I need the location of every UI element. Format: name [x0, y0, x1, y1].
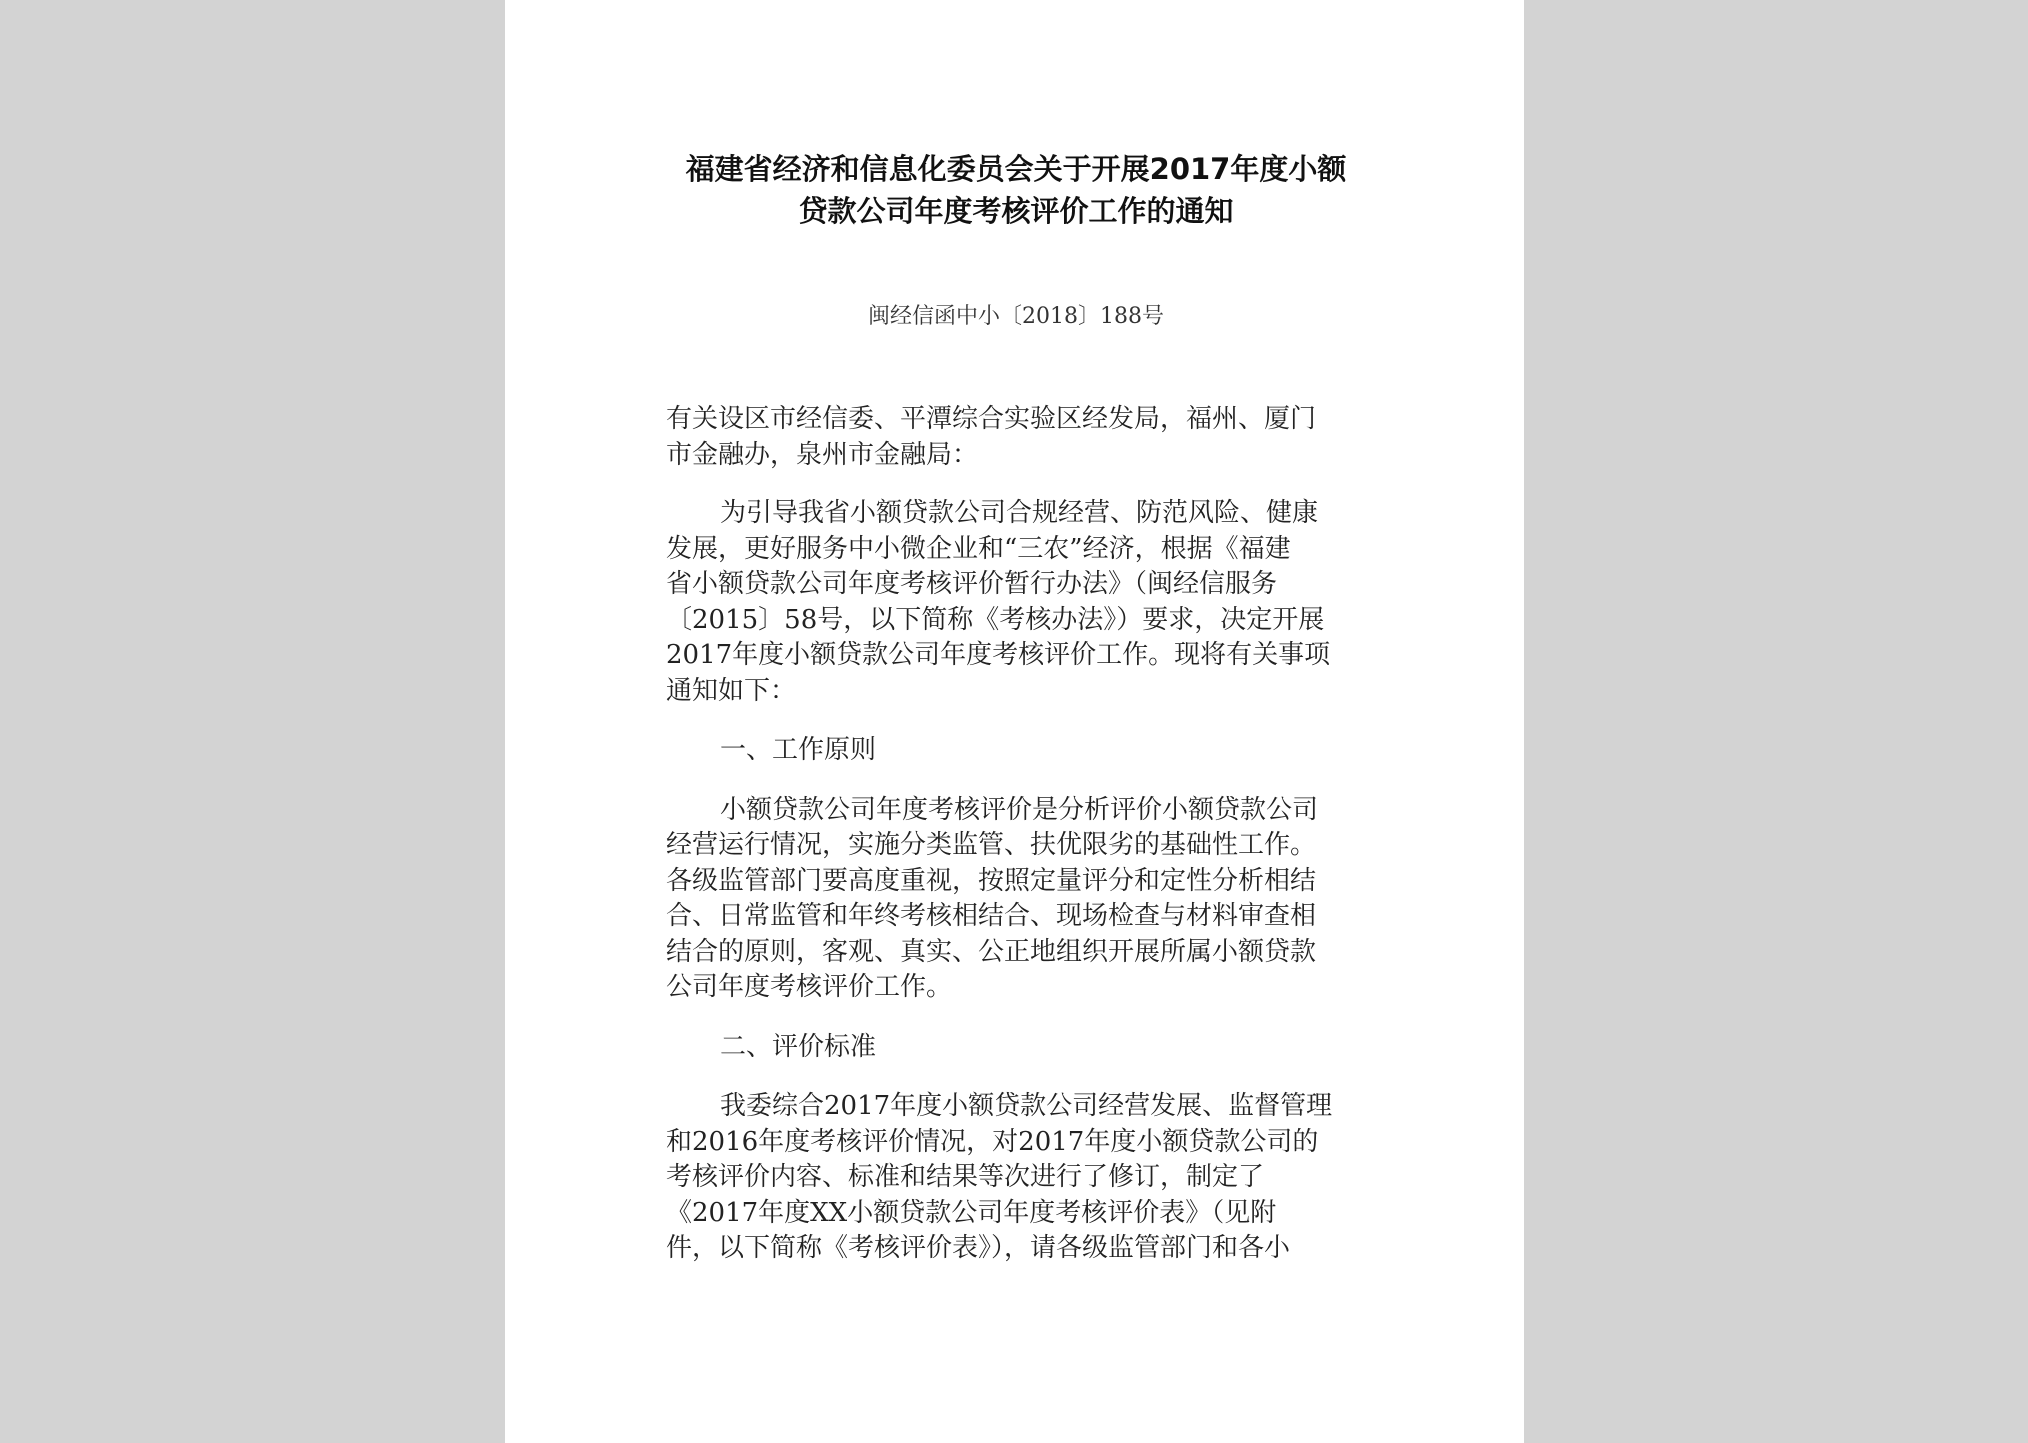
- section-heading-principles: 一、工作原则: [720, 735, 877, 765]
- principles-paragraph: [666, 793, 1366, 1006]
- standards-paragraph: [666, 1089, 1366, 1267]
- text-line: 各级监管部门要高度重视，按照定量评分和定性分析相结: [666, 865, 1317, 896]
- text-line: 合、日常监管和年终考核相结合、现场检查与材料审查相: [666, 901, 1317, 931]
- text-line: 市金融办，泉州市金融局：: [666, 439, 979, 470]
- document-page: [505, 0, 1524, 1443]
- text-line: 小额贷款公司年度考核评价是分析评价小额贷款公司: [720, 794, 1319, 825]
- text-line: 和2016年度考核评价情况，对2017年度小额贷款公司的: [666, 1126, 1319, 1157]
- intro-paragraph: [666, 496, 1366, 709]
- text-line: 我委综合2017年度小额贷款公司经营发展、监督管理: [720, 1091, 1333, 1121]
- text-line: 有关设区市经信委、平潭综合实验区经发局，福州、厦门: [666, 404, 1317, 434]
- text-line: 考核评价内容、标准和结果等次进行了修订，制定了: [666, 1162, 1265, 1192]
- text-line: 公司年度考核评价工作。: [666, 972, 953, 1002]
- title-line: 贷款公司年度考核评价工作的通知: [798, 194, 1234, 228]
- text-line: 结合的原则，客观、真实、公正地组织开展所属小额贷款: [666, 936, 1317, 967]
- text-line: 发展，更好服务中小微企业和“三农”经济，根据《福建: [666, 533, 1291, 564]
- text-line: 件，以下简称《考核评价表》），请各级监管部门和各小: [666, 1233, 1291, 1263]
- section-heading-standards: 二、评价标准: [720, 1031, 877, 1062]
- addressee-paragraph: [666, 402, 1366, 473]
- text-line: 〔2015〕58号，以下简称《考核办法》）要求，决定开展: [666, 604, 1325, 635]
- text-line: 为引导我省小额贷款公司合规经营、防范风险、健康: [720, 498, 1319, 528]
- text-line: 2017年度小额贷款公司年度考核评价工作。现将有关事项: [666, 640, 1331, 670]
- text-line: 《2017年度XX小额贷款公司年度考核评价表》（见附: [666, 1197, 1277, 1228]
- text-line: 省小额贷款公司年度考核评价暂行办法》（闽经信服务: [666, 569, 1278, 599]
- title-line: 福建省经济和信息化委员会关于开展2017年度小额: [685, 152, 1347, 186]
- text-line: 经营运行情况，实施分类监管、扶优限劣的基础性工作。: [666, 830, 1317, 860]
- document-title: [666, 148, 1366, 232]
- page-content: [666, 148, 1366, 1267]
- text-line: 通知如下：: [666, 675, 797, 706]
- document-number: 闽经信函中小〔2018〕188号: [868, 304, 1164, 329]
